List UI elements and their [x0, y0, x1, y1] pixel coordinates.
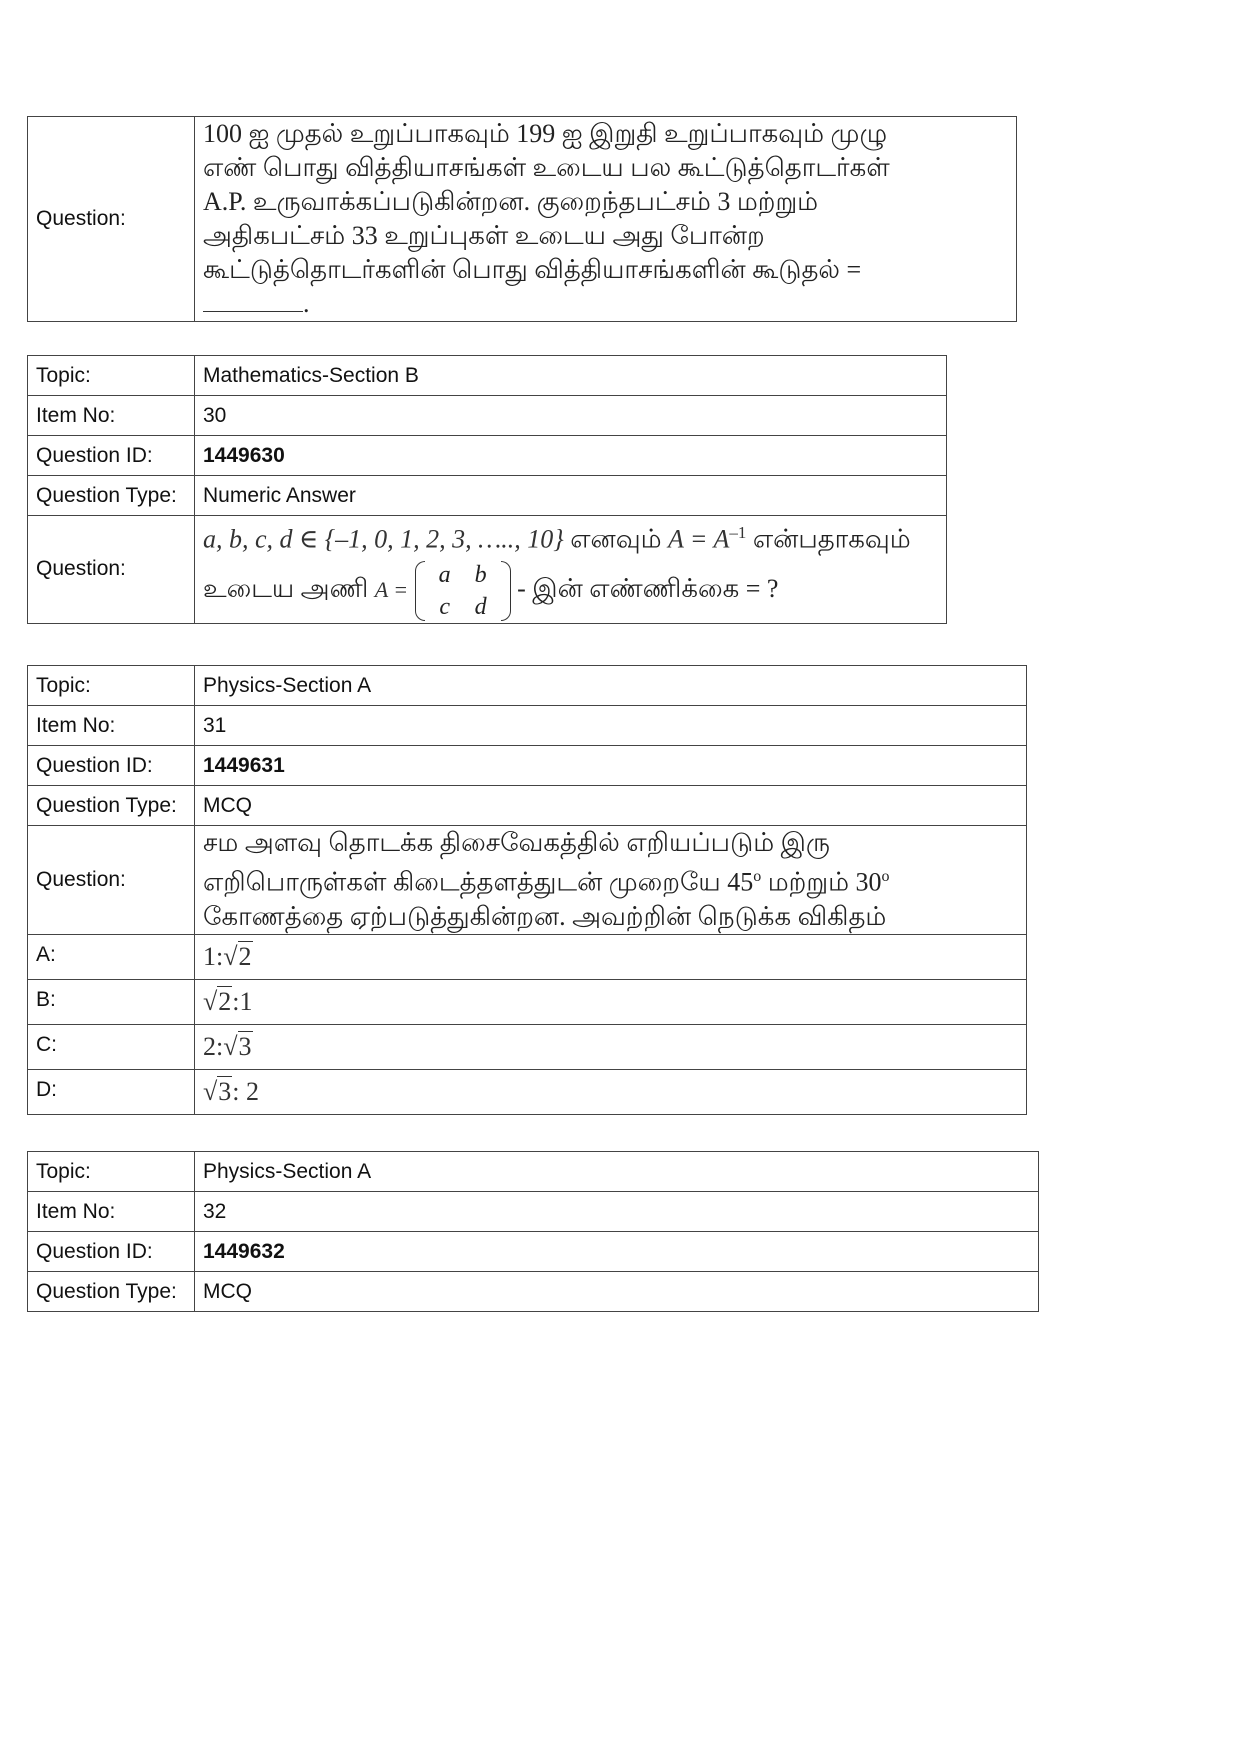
question-text — [195, 826, 1027, 935]
question-line: அதிகபட்சம் 33 உறுப்புகள் உடைய அது போன்ற — [203, 221, 765, 250]
sqrt-symbol: √3 — [203, 1076, 232, 1106]
degree-symbol: o — [881, 868, 890, 885]
sqrt-symbol: √3 — [223, 1031, 252, 1061]
option-b-label: B: — [28, 979, 195, 1024]
matrix-entry: b — [474, 561, 487, 588]
option-text: :1 — [232, 986, 253, 1016]
topic-label: Topic: — [28, 1152, 195, 1192]
option-b-value — [195, 979, 1027, 1024]
radicand: 2 — [238, 941, 252, 971]
question-fragment: மற்றும் 30 — [761, 867, 882, 897]
question-text: 100 ஐ முதல் உறுப்பாகவும் 199 ஐ இறுதி உறுப்பாகவும் முழு எண் பொது வித்தியாசங்கள் உடைய பல கூட்டுத்தொடர்கள் A.P. உருவாக்கப்படுகின்றன. குறைந்தபட்சம் 3 மற்றும் அதிகபட்சம் 33 உறுப்புகள் உடைய அது போன்ற கூட்டுத்தொடர்களின் பொது வித்தியாசங்களின் கூடுதல் = . — [195, 117, 1017, 322]
question-type-label: Question Type: — [28, 476, 195, 516]
question-label: Question: — [28, 516, 195, 624]
radicand: 2 — [218, 986, 232, 1016]
question-line: கூட்டுத்தொடர்களின் பொது வித்தியாசங்களின் கூடுதல் = — [203, 255, 862, 284]
question-fragment: எனவும் — [570, 524, 662, 554]
matrix-entry: c — [439, 593, 450, 620]
item-no-value: 30 — [195, 396, 947, 436]
question-fragment: என்பதாகவும் — [752, 524, 911, 554]
sqrt-symbol: √2 — [223, 941, 252, 971]
matrix-entry: d — [474, 593, 487, 620]
question-31-table — [27, 665, 1027, 1115]
matrix-a — [415, 559, 511, 623]
question-id-label: Question ID: — [28, 746, 195, 786]
radicand: 3 — [218, 1076, 232, 1106]
item-no-label: Item No: — [28, 706, 195, 746]
question-type-value: MCQ — [195, 786, 1027, 826]
question-type-value: Numeric Answer — [195, 476, 947, 516]
item-no-label: Item No: — [28, 396, 195, 436]
math-set-expression: a, b, c, d ∈ {–1, 0, 1, 2, 3, ….., 10} — [203, 524, 564, 554]
degree-symbol: o — [753, 868, 762, 885]
item-no-value: 31 — [195, 706, 1027, 746]
topic-label: Topic: — [28, 356, 195, 396]
question-label: Question: — [28, 117, 195, 322]
option-c-label: C: — [28, 1024, 195, 1069]
question-fragment: - இன் எண்ணிக்கை = ? — [517, 573, 779, 603]
question-30-table — [27, 355, 947, 624]
question-fragment: உடைய அணி — [203, 573, 369, 603]
question-label: Question: — [28, 826, 195, 935]
math-expression: A = — [374, 576, 409, 602]
option-text: 1: — [203, 941, 224, 971]
option-d-value — [195, 1069, 1027, 1114]
question-line: 100 ஐ முதல் உறுப்பாகவும் 199 ஐ இறுதி உறுப்பாகவும் முழு — [203, 119, 888, 148]
option-a-label: A: — [28, 934, 195, 979]
question-type-label: Question Type: — [28, 786, 195, 826]
topic-label: Topic: — [28, 666, 195, 706]
topic-value: Physics-Section A — [195, 666, 1027, 706]
answer-blank — [203, 287, 303, 312]
question-row — [28, 117, 1017, 322]
question-32-table — [27, 1151, 1039, 1312]
math-expression: A = A — [668, 524, 730, 554]
question-line: A.P. உருவாக்கப்படுகின்றன. குறைந்தபட்சம் 3 மற்றும் — [203, 187, 819, 216]
question-id-label: Question ID: — [28, 1232, 195, 1272]
question-id-value: 1449630 — [195, 436, 947, 476]
question-29-table — [27, 116, 1017, 322]
question-type-value: MCQ — [195, 1272, 1039, 1312]
sqrt-symbol: √2 — [203, 986, 232, 1016]
item-no-label: Item No: — [28, 1192, 195, 1232]
matrix-entry: a — [438, 561, 451, 588]
question-text — [195, 516, 947, 624]
question-type-label: Question Type: — [28, 1272, 195, 1312]
math-superscript: –1 — [729, 523, 747, 542]
option-a-value — [195, 934, 1027, 979]
option-c-value — [195, 1024, 1027, 1069]
question-line: எண் பொது வித்தியாசங்கள் உடைய பல கூட்டுத்தொடர்கள் — [203, 153, 890, 182]
option-text: 2: — [203, 1031, 224, 1061]
question-id-value: 1449631 — [195, 746, 1027, 786]
question-id-label: Question ID: — [28, 436, 195, 476]
option-d-label: D: — [28, 1069, 195, 1114]
question-line: கோணத்தை ஏற்படுத்துகின்றன. அவற்றின் நெடுக்க விகிதம் — [203, 901, 887, 931]
question-line: சம அளவு தொடக்க திசைவேகத்தில் எறியப்படும் இரு — [203, 828, 831, 857]
topic-value: Mathematics-Section B — [195, 356, 947, 396]
option-text: : 2 — [232, 1076, 260, 1106]
question-fragment: எறிபொருள்கள் கிடைத்தளத்துடன் முறையே 45 — [203, 867, 754, 897]
question-id-value: 1449632 — [195, 1232, 1039, 1272]
item-no-value: 32 — [195, 1192, 1039, 1232]
radicand: 3 — [238, 1031, 252, 1061]
topic-value: Physics-Section A — [195, 1152, 1039, 1192]
